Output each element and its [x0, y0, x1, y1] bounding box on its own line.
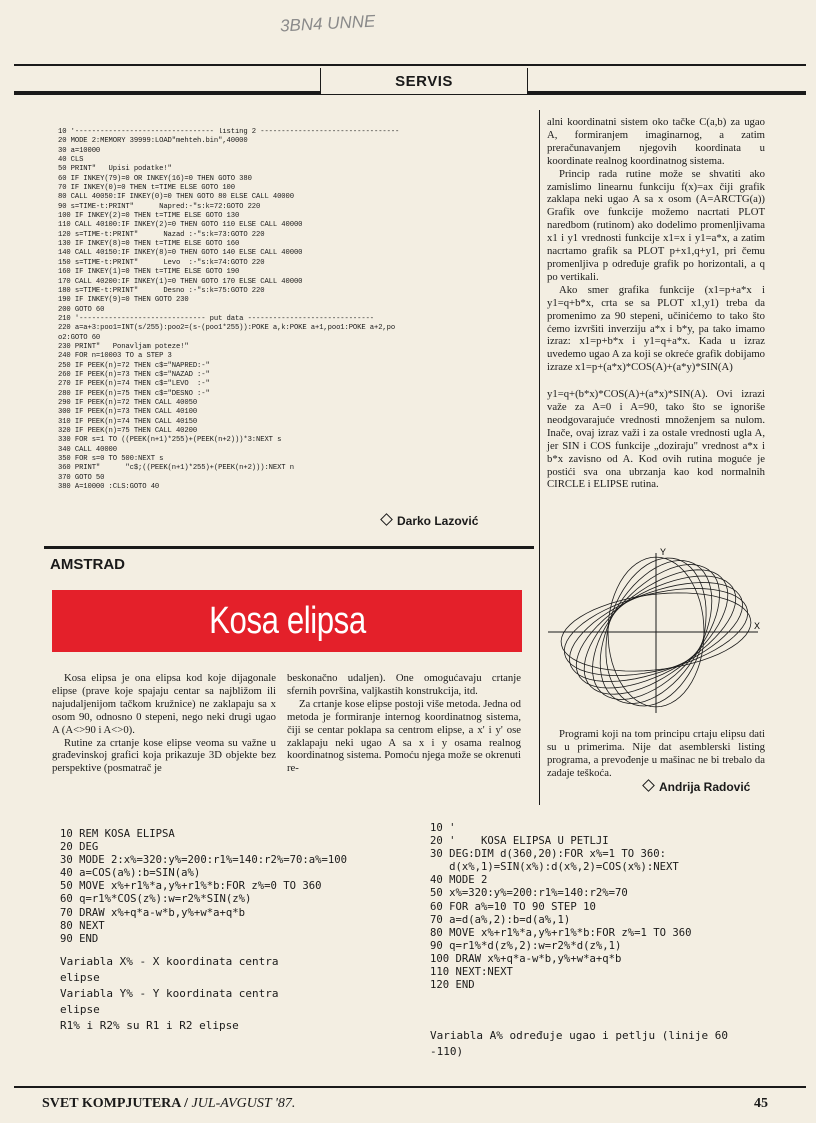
listing-line: 100 IF INKEY(2)=0 THEN t=TIME ELSE GOTO 130: [58, 212, 240, 221]
listing-line: 50 x%=320:y%=200:r1%=140:r2%=70: [430, 887, 628, 900]
listing-line: 120 s=TIME-t:PRINT" Nazad :-"s:k=73:GOTO 220: [58, 230, 265, 239]
listing-line: 160 IF INKEY(1)=0 THEN t=TIME ELSE GOTO 190: [58, 268, 240, 277]
listing-line: 330 FOR s=1 TO ((PEEK(n+1)*255)+(PEEK(n+2)))*3:NEXT s: [58, 436, 282, 445]
listing-line: 140 CALL 40150:IF INKEY(8)=0 THEN GOTO 140 ELSE CALL 40000: [58, 249, 303, 258]
note-left-1: Variabla X% - X koordinata centra elipse: [60, 955, 279, 984]
article-column-1: [52, 672, 276, 775]
footer-rule: [14, 1086, 806, 1088]
author-byline-1: [382, 512, 478, 530]
listing-line: 30 a=10000: [58, 146, 101, 155]
column-rule-right: [539, 110, 540, 805]
article-col2-para-2: Za crtanje kose elipse postoji više metoda. Jedna od metoda je formiranje internog koordinatnog sistema, čiji se centar poklapa sa centrom elipse, a x' i y' ose zaklapaju neki ugao A sa x i y osama realnog koordinatnog sistema. Pomoću njega može se okrenuti re-: [287, 697, 521, 775]
listing-line: 10 ': [430, 822, 456, 834]
listing-line: 370 GOTO 50: [58, 473, 105, 482]
listing-line: 300 IF PEEK(n)=73 THEN CALL 40100: [58, 408, 198, 417]
listing-left: [60, 828, 428, 946]
author-byline-2: [644, 778, 750, 796]
header-rule-top: [14, 64, 806, 66]
y-axis-label: Y: [660, 547, 667, 557]
listing-line: 150 s=TIME-t:PRINT" Levo :-"s:k=74:GOTO 220: [58, 258, 265, 267]
listing-line: 60 q=r1%*COS(z%):w=r2%*SIN(z%): [60, 893, 252, 906]
article-column-2: [287, 672, 521, 775]
article-col1-para-2: Rutine za crtanje kose elipse veoma su važne u građevinskoj grafici koja prikazuje 3D objekte bez perspektive (posmatrač je: [52, 736, 276, 775]
listing-line: 80 NEXT: [60, 919, 105, 932]
right-paragraph-2: Princip rada rutine može se shvatiti ako zamislimo linearnu funkciju f(x)=ax čiji grafik zaklapa neki ugao A sa x osom (A=ARCTG(a)) Grafik ove funkcije možemo nacrtati PLOT naredbom (rutinom) ako dodelimo promenljivama x1 i y1 vrednosti funkcije x1=x i y1=a*x, a zatim nacrtamo grafik sa PLOT p+x1,q+y1, pri čemu promenljiva p određuje grafik po horizontali, a q po vertikali.: [547, 167, 765, 283]
handwritten-marks: 3BN4 UNNE: [279, 11, 376, 36]
listing-right: [430, 822, 782, 992]
diamond-bullet-icon: [642, 779, 655, 792]
listing-line: 380 A=10000 :CLS:GOTO 40: [58, 483, 160, 492]
listing-line: 320 IF PEEK(n)=75 THEN CALL 40200: [58, 427, 198, 435]
listing-line: 100 DRAW x%+q*a-w*b,y%+w*a+q*b: [430, 952, 622, 965]
article-title: Kosa elipsa: [208, 599, 366, 642]
listing-line: 120 END: [430, 979, 475, 992]
listing-line: 60 FOR a%=10 TO 90 STEP 10: [430, 900, 596, 913]
listing-line: 90 END: [60, 932, 99, 945]
listing-line: 40 a=COS(a%):b=SIN(a%): [60, 867, 201, 880]
listing-line: 260 IF PEEK(n)=73 THEN c$="NAZAD :-": [58, 370, 210, 379]
listing-line: 110 NEXT:NEXT: [430, 966, 513, 979]
note-right: Variabla A% određuje ugao i petlju (linije 60 -110): [430, 1029, 729, 1058]
listing-line: 70 a=d(a%,2):b=d(a%,1): [430, 913, 571, 926]
diamond-bullet-icon: [380, 513, 393, 526]
listing-line: 190 IF INKEY(9)=0 THEN GOTO 230: [58, 296, 189, 305]
listing-line: d(x%,1)=SIN(x%):d(x%,2)=COS(x%):NEXT: [430, 861, 679, 874]
article-col1-para-1: Kosa elipsa je ona elipsa kod koje dijagonale elipse (prave koje spajaju centar sa najbližom ili najudaljenijom tačkom kružnice) ne zaklapaju sa x osom 90, odnosno 0 stepeni, nego neki drugi ugao A (A<>90 i A<>0).: [52, 672, 276, 736]
listing-line: 20 MODE 2:MEMORY 39999:LOAD"mehteh.bin",40000: [58, 137, 248, 146]
ellipse-figure: [546, 545, 768, 715]
listing-line: 230 PRINT" Ponavljam poteze!": [58, 342, 189, 351]
listing-line: 70 IF INKEY(0)=0 THEN t=TIME ELSE GOTO 100: [58, 184, 235, 193]
listing-line: 70 DRAW x%+q*a-w*b,y%+w*a+q*b: [60, 906, 245, 919]
listing-line: 10 REM KOSA ELIPSA: [60, 828, 175, 840]
note-left-3: R1% i R2% su R1 i R2 elipse: [60, 1019, 239, 1032]
header-section-label: SERVIS: [395, 72, 453, 90]
right-paragraph-4: y1=q+(b*x)*COS(A)+(a*x)*SIN(A). Ovi izrazi važe za A=0 i A=90, tako što se ignoriše neodgovarajuće vrednosti množenjem sa nulom. Inače, ovaj izraz važi i za ostale vrednosti ugla A, jer SIN i COS funkcije „doziraju" vrednost a*x i b*x zavisno od A. Kod ovih rutina moguće je postići sva ona ubrzanja kao kod normalnih CIRCLE i ELIPSE rutina.: [547, 388, 765, 491]
footer-issue: JUL-AVGUST '87.: [191, 1096, 296, 1111]
listing-line: 90 s=TIME-t:PRINT" Napred:-"s:k=72:GOTO 220: [58, 202, 261, 211]
footer-magazine: SVET KOMPJUTERA / JUL-AVGUST '87.: [42, 1096, 296, 1111]
listing-line: 280 IF PEEK(n)=75 THEN c$="DESNO :-": [58, 389, 210, 398]
listing-line: 50 MOVE x%+r1%*a,y%+r1%*b:FOR z%=0 TO 360: [60, 880, 322, 893]
right-bottom-prose: [547, 728, 765, 780]
listing-line: 30 DEG:DIM d(360,20):FOR x%=1 TO 360:: [430, 848, 666, 861]
listing-line: 240 FOR n=10003 TO a STEP 3: [58, 352, 172, 361]
author-name-2: Andrija Radović: [659, 780, 751, 794]
footer-magazine-name: SVET KOMPJUTERA: [42, 1096, 181, 1111]
listing-line: o2:GOTO 60: [58, 333, 101, 342]
listing-line: 170 CALL 40200:IF INKEY(1)=0 THEN GOTO 170 ELSE CALL 40000: [58, 277, 303, 286]
listing-line: 80 CALL 40050:IF INKEY(0)=0 THEN GOTO 80 ELSE CALL 40000: [58, 193, 294, 202]
listing-line: 40 CLS: [58, 156, 84, 165]
listing-line: 310 IF PEEK(n)=74 THEN CALL 40150: [58, 417, 198, 426]
header-section-box: [320, 68, 528, 94]
amstrad-label: AMSTRAD: [50, 556, 125, 573]
listing-line: 110 CALL 40100:IF INKEY(2)=0 THEN GOTO 110 ELSE CALL 40000: [58, 221, 303, 230]
right-column-prose: [547, 116, 765, 491]
title-banner: [52, 590, 522, 652]
author-name-1: Darko Lazović: [397, 514, 479, 528]
listing-line: 340 CALL 40000: [58, 445, 117, 454]
listing-line: 200 GOTO 60: [58, 305, 105, 314]
listing-line: 250 IF PEEK(n)=72 THEN c$="NAPRED:-": [58, 361, 210, 370]
note-left-2: Variabla Y% - Y koordinata centra elipse: [60, 987, 279, 1016]
listing-line: 90 q=r1%*d(z%,2):w=r2%*d(z%,1): [430, 939, 622, 952]
listing-line: 210 '------------------------------ put data ------------------------------: [58, 314, 374, 323]
listing-line: 220 a=a+3:poo1=INT(s/255):poo2=(s-(poo1*255)):POKE a,k:POKE a+1,poo1:POKE a+2,po: [58, 324, 396, 333]
listing-line: 360 PRINT" "c$;((PEEK(n+1)*255)+(PEEK(n+2))):NEXT n: [58, 464, 294, 473]
listing-line: 180 s=TIME-t:PRINT" Desno :-"s:k=75:GOTO 220: [58, 286, 265, 295]
footer-page-number: 45: [754, 1096, 768, 1111]
right-paragraph-3: Ako smer grafika funkcije (x1=p+a*x i y1=q+b*x, crta se sa PLOT x1,y1) treba da promenimo za 90 stepeni, učinićemo to tako što ćemo izvršiti inverziju a*x i b*y, pa tako imamo izraz: x1=p+b*x i y1=q+a*x. Kada u izraz uvedemo ugao A za koji se okreće grafik dobijamo izraze x1=p+(a*x)*COS(A)+(a*y)*SIN(A): [547, 283, 765, 374]
notes-left: [60, 954, 322, 1034]
listing-line: 20 ' KOSA ELIPSA U PETLJI: [430, 835, 609, 848]
listing-line: 270 IF PEEK(n)=74 THEN c$="LEVO :-": [58, 380, 210, 389]
right-bottom-paragraph: Programi koji na tom principu crtaju elipsu dati su u primerima. Nije dat asemblerski listing programa, a prevođenje u mašinac ne bi trebalo da zadaje teškoća.: [547, 728, 765, 779]
amstrad-rule: [44, 546, 534, 549]
listing-line: 60 IF INKEY(79)=0 OR INKEY(16)=0 THEN GOTO 380: [58, 174, 252, 183]
listing-line: 10 '--------------------------------- listing 2 ---------------------------------: [58, 128, 400, 136]
right-paragraph-1: alni koordinatni sistem oko tačke C(a,b) za ugao A, formiranjem imaginarnog, a zatim preračunavanjem njegovih koordinata u koordinate realnog koordinatnog sistema.: [547, 116, 765, 167]
listing-line: 30 MODE 2:x%=320:y%=200:r1%=140:r2%=70:a%=100: [60, 854, 348, 867]
article-col2-para-1: beskonačno udaljen). One omogućavaju crtanje sfernih površina, valjkastih konstrukcija, itd.: [287, 672, 521, 697]
listing-line: 130 IF INKEY(8)=0 THEN t=TIME ELSE GOTO 160: [58, 240, 240, 249]
listing-line: 20 DEG: [60, 841, 99, 854]
x-axis-label: X: [754, 621, 761, 631]
listing-line: 80 MOVE x%+r1%*a,y%+r1%*b:FOR z%=1 TO 360: [430, 926, 692, 939]
listing-top: [58, 128, 536, 492]
listing-line: 50 PRINT" Upisi podatke!": [58, 165, 172, 174]
listing-line: 40 MODE 2: [430, 874, 488, 887]
listing-line: 290 IF PEEK(n)=72 THEN CALL 40050: [58, 398, 198, 407]
listing-line: 350 FOR s=0 TO 500:NEXT s: [58, 455, 164, 464]
